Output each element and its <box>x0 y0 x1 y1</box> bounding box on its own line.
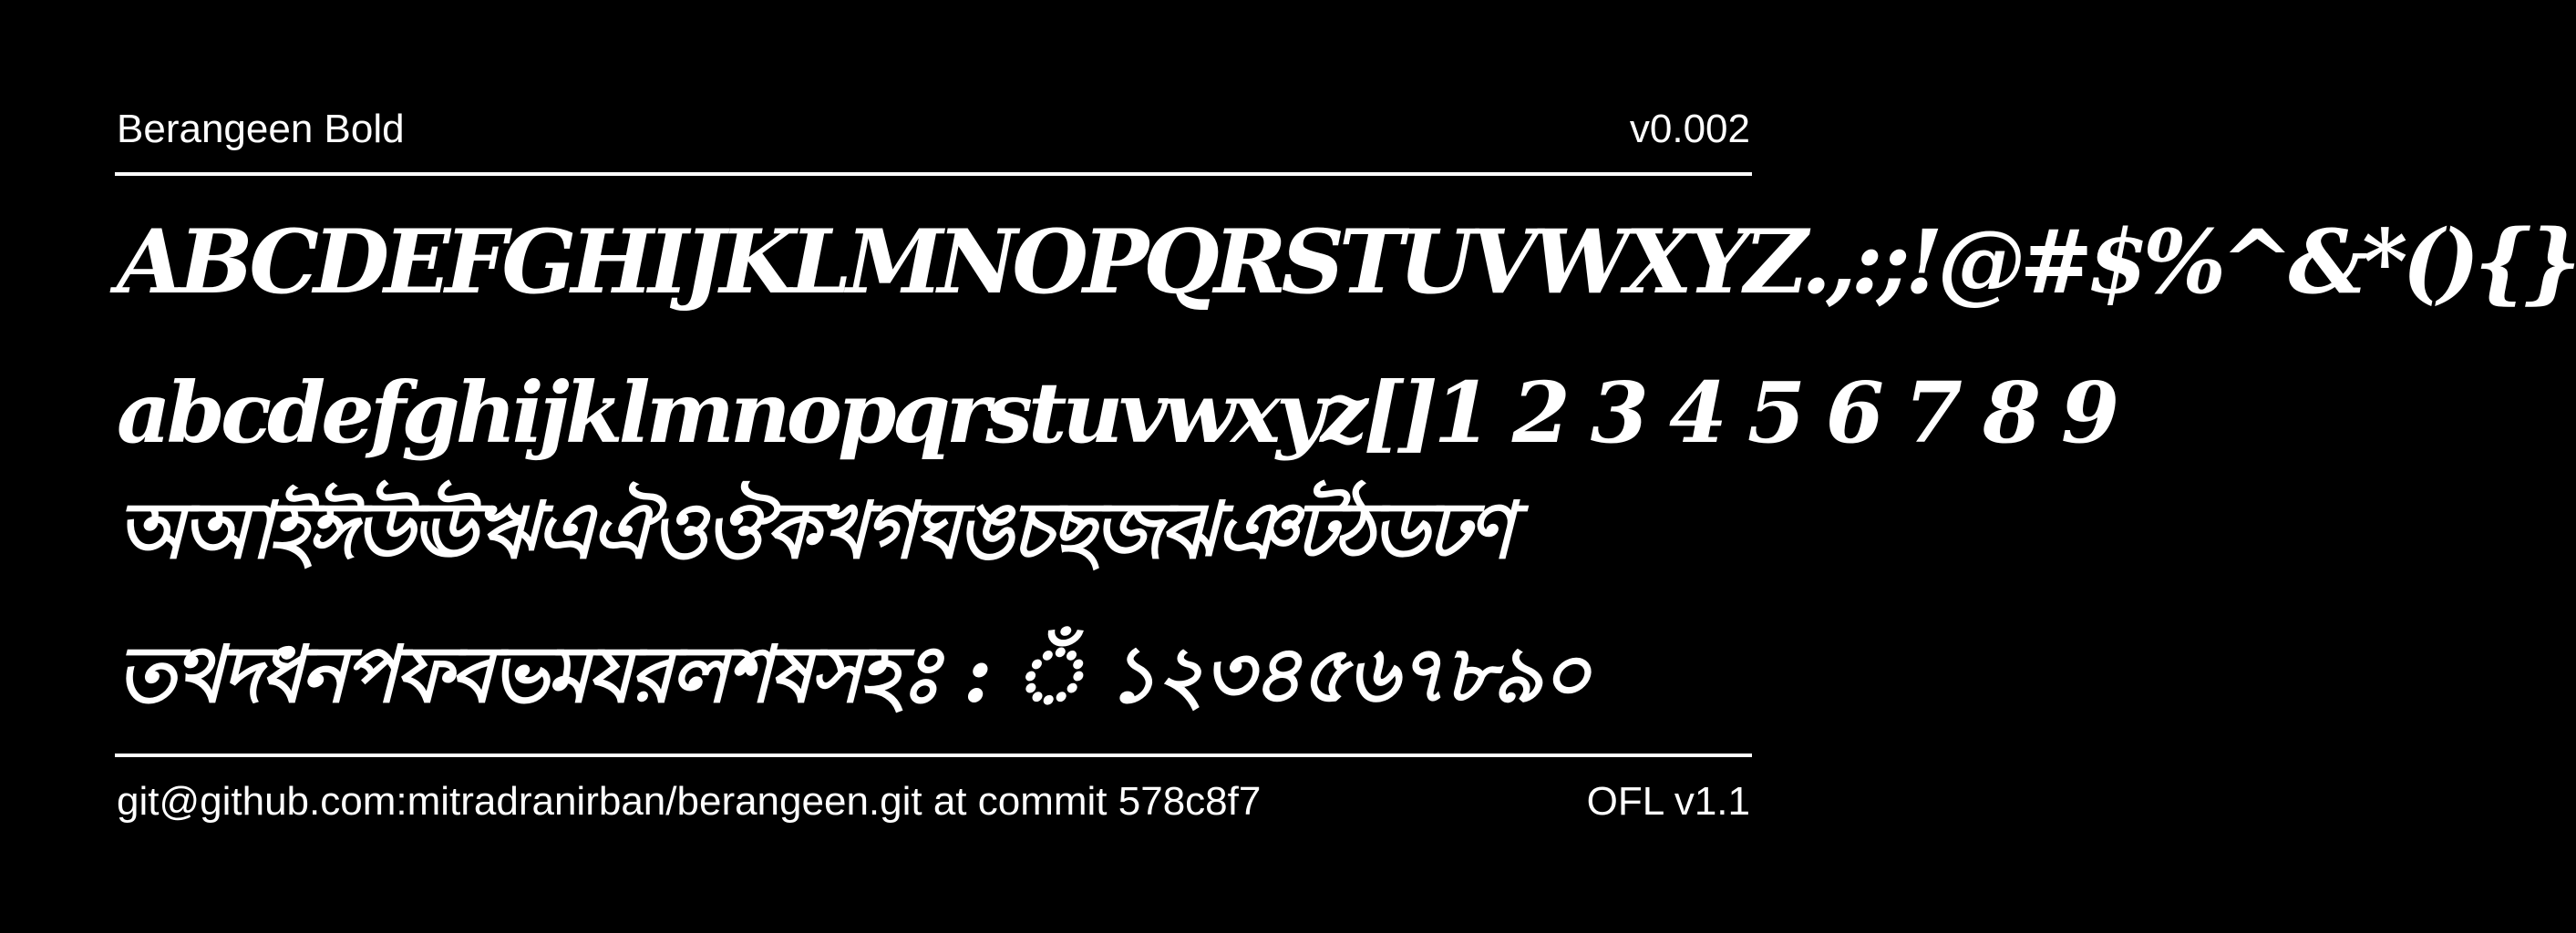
specimen-header <box>117 102 1750 157</box>
sample-line-lowercase: abcdefghijklmnopqrstuvwxyz[]1 2 3 4 5 6 7 8 9 <box>117 364 2116 462</box>
license-label: OFL v1.1 <box>1586 779 1750 824</box>
bottom-divider <box>115 754 1752 757</box>
sample-line-bengali-vowels: অআইঈউঊঋএঐওঔকখগঘঙচছজঝঞটঠডঢণ <box>117 485 1510 577</box>
sample-line-bengali-consonants: তথদধনপফবভমযরলশষসহঃ : ঁ ১২৩৪৫৬৭৮৯০ <box>117 629 1589 721</box>
sample-line-uppercase: ABCDEFGHIJKLMNOPQRSTUVWXYZ.,:;!@#$%^&*(){} <box>117 210 2576 313</box>
font-version: v0.002 <box>1629 107 1750 151</box>
top-divider <box>115 172 1752 176</box>
repository-info: git@github.com:mitradranirban/berangeen.git at commit 578c8f7 <box>117 779 1262 824</box>
specimen-footer <box>117 774 1750 829</box>
font-name: Berangeen Bold <box>117 107 405 151</box>
